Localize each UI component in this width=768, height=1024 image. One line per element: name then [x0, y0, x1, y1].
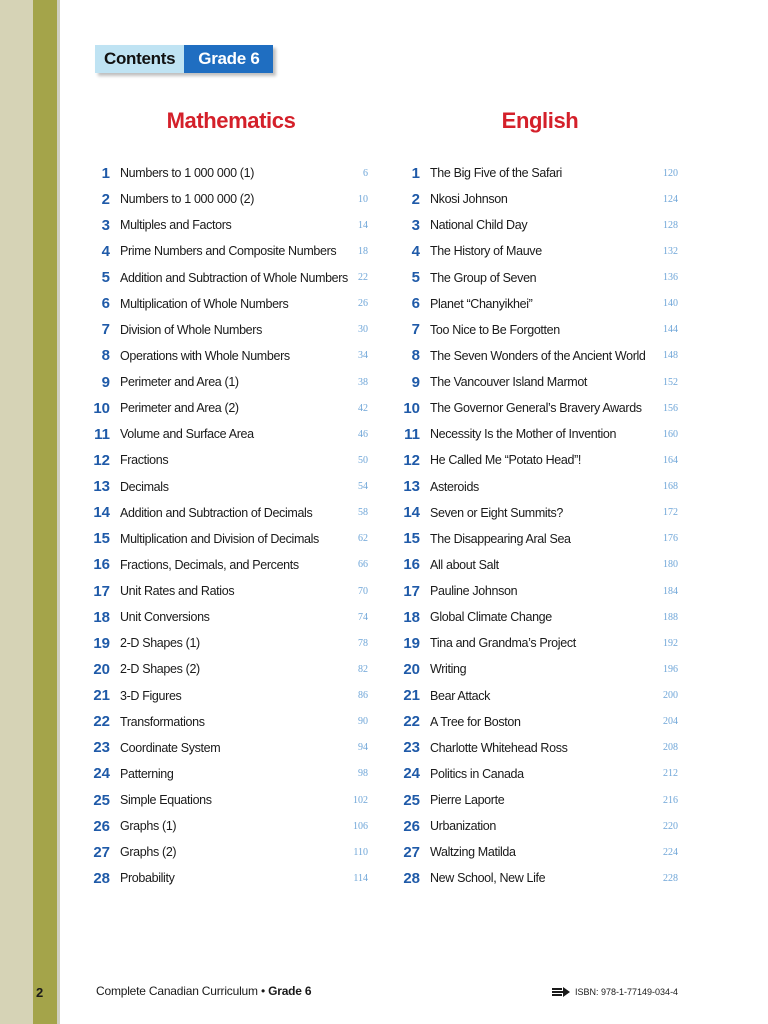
- item-title: Planet “Chanyikhei”: [430, 296, 533, 311]
- math-unit-item: [86, 186, 376, 212]
- english-unit-item: [396, 265, 686, 291]
- item-page-number: 144: [663, 324, 678, 336]
- item-page-number: 66: [358, 559, 368, 571]
- math-unit-item: [86, 839, 376, 865]
- english-unit-item: [396, 291, 686, 317]
- item-page-number: 50: [358, 454, 368, 466]
- item-title: Bear Attack: [430, 688, 491, 703]
- english-unit-item: [396, 369, 686, 395]
- item-number: 19: [403, 634, 420, 652]
- english-unit-item: [396, 761, 686, 787]
- item-number: 27: [93, 843, 110, 861]
- item-number: 6: [101, 295, 110, 313]
- item-page-number: 106: [353, 820, 368, 832]
- item-title: The Governor General’s Bravery Awards: [430, 401, 642, 416]
- item-number: 24: [403, 765, 420, 783]
- english-unit-item: [396, 656, 686, 682]
- item-title: Necessity Is the Mother of Invention: [430, 427, 617, 442]
- item-number: 13: [93, 478, 110, 496]
- item-page-number: 38: [358, 376, 368, 388]
- item-title: Seven or Eight Summits?: [430, 505, 563, 520]
- item-page-number: 188: [663, 611, 678, 623]
- contents-label: Contents: [95, 45, 184, 73]
- item-page-number: 30: [358, 324, 368, 336]
- footer-separator: •: [257, 984, 269, 998]
- english-unit-item: [396, 526, 686, 552]
- english-unit-item: [396, 683, 686, 709]
- math-unit-item: [86, 291, 376, 317]
- item-number: 25: [403, 791, 420, 809]
- item-number: 3: [411, 216, 420, 234]
- math-unit-item: [86, 761, 376, 787]
- item-title: All about Salt: [430, 557, 499, 572]
- item-page-number: 228: [663, 872, 678, 884]
- item-title: Waltzing Matilda: [430, 845, 516, 860]
- item-title: Transformations: [120, 714, 205, 729]
- english-unit-item: [396, 552, 686, 578]
- english-unit-item: [396, 317, 686, 343]
- english-unit-item: [396, 160, 686, 186]
- item-page-number: 132: [663, 245, 678, 257]
- item-page-number: 110: [353, 846, 368, 858]
- math-unit-item: [86, 474, 376, 500]
- math-unit-item: [86, 265, 376, 291]
- grade-label: Grade 6: [184, 45, 273, 73]
- item-page-number: 58: [358, 507, 368, 519]
- item-title: Perimeter and Area (1): [120, 375, 239, 390]
- item-title: Simple Equations: [120, 793, 212, 808]
- item-page-number: 168: [663, 481, 678, 493]
- item-page-number: 62: [358, 533, 368, 545]
- item-number: 17: [403, 582, 420, 600]
- item-title: Probability: [120, 871, 175, 886]
- english-unit-item: [396, 787, 686, 813]
- item-number: 8: [411, 347, 420, 365]
- item-number: 27: [403, 843, 420, 861]
- item-page-number: 90: [358, 716, 368, 728]
- item-page-number: 94: [358, 742, 368, 754]
- item-number: 21: [403, 687, 420, 705]
- item-number: 10: [403, 399, 420, 417]
- item-number: 12: [403, 451, 420, 469]
- english-unit-item: [396, 238, 686, 264]
- math-unit-item: [86, 447, 376, 473]
- item-title: 3-D Figures: [120, 688, 182, 703]
- item-page-number: 140: [663, 298, 678, 310]
- item-title: Multiples and Factors: [120, 218, 232, 233]
- item-number: 8: [101, 347, 110, 365]
- item-number: 23: [93, 739, 110, 757]
- item-page-number: 204: [663, 716, 678, 728]
- item-title: Division of Whole Numbers: [120, 322, 262, 337]
- item-number: 1: [411, 164, 420, 182]
- item-title: Tina and Grandma’s Project: [430, 636, 576, 651]
- item-title: Multiplication and Division of Decimals: [120, 531, 319, 546]
- item-number: 18: [93, 608, 110, 626]
- item-page-number: 208: [663, 742, 678, 754]
- item-title: New School, New Life: [430, 871, 546, 886]
- math-unit-item: [86, 500, 376, 526]
- item-title: 2-D Shapes (2): [120, 662, 200, 677]
- item-title: Addition and Subtraction of Decimals: [120, 505, 313, 520]
- item-number: 6: [411, 295, 420, 313]
- math-unit-item: [86, 212, 376, 238]
- item-number: 16: [93, 556, 110, 574]
- item-title: Graphs (1): [120, 819, 177, 834]
- item-number: 22: [403, 713, 420, 731]
- english-unit-item: [396, 865, 686, 891]
- page-margin-edge: [57, 0, 60, 1024]
- math-unit-item: [86, 343, 376, 369]
- item-number: 20: [93, 660, 110, 678]
- item-number: 4: [101, 242, 110, 260]
- item-page-number: 148: [663, 350, 678, 362]
- item-number: 22: [93, 713, 110, 731]
- math-unit-item: [86, 656, 376, 682]
- math-unit-item: [86, 865, 376, 891]
- english-unit-item: [396, 186, 686, 212]
- item-number: 23: [403, 739, 420, 757]
- item-title: Decimals: [120, 479, 169, 494]
- english-unit-item: [396, 813, 686, 839]
- math-unit-item: [86, 160, 376, 186]
- item-page-number: 180: [663, 559, 678, 571]
- item-page-number: 86: [358, 690, 368, 702]
- item-title: Addition and Subtraction of Whole Numbers: [120, 270, 348, 285]
- item-title: He Called Me “Potato Head”!: [430, 453, 582, 468]
- item-page-number: 54: [358, 481, 368, 493]
- english-unit-item: [396, 630, 686, 656]
- item-page-number: 98: [358, 768, 368, 780]
- item-title: Pauline Johnson: [430, 584, 518, 599]
- arrow-logo-icon: [552, 987, 570, 997]
- item-page-number: 172: [663, 507, 678, 519]
- item-number: 17: [93, 582, 110, 600]
- item-title: Urbanization: [430, 819, 496, 834]
- item-page-number: 18: [358, 245, 368, 257]
- item-number: 4: [411, 242, 420, 260]
- english-unit-item: [396, 578, 686, 604]
- item-title: Operations with Whole Numbers: [120, 348, 290, 363]
- footer-isbn: [552, 987, 678, 997]
- item-number: 9: [101, 373, 110, 391]
- item-number: 9: [411, 373, 420, 391]
- item-number: 10: [93, 399, 110, 417]
- english-heading: English: [501, 108, 579, 133]
- item-title: Fractions: [120, 453, 169, 468]
- english-unit-item: [396, 709, 686, 735]
- item-page-number: 14: [358, 219, 368, 231]
- item-page-number: 124: [663, 193, 678, 205]
- item-page-number: 192: [663, 637, 678, 649]
- item-number: 7: [411, 321, 420, 339]
- english-unit-item: [396, 735, 686, 761]
- item-page-number: 216: [663, 794, 678, 806]
- item-page-number: 82: [358, 663, 368, 675]
- item-page-number: 26: [358, 298, 368, 310]
- item-title: Writing: [430, 662, 467, 677]
- english-contents-list: [396, 160, 686, 892]
- item-title: Prime Numbers and Composite Numbers: [120, 244, 337, 259]
- page-margin-strip: [0, 0, 33, 1024]
- item-number: 28: [93, 869, 110, 887]
- footer-book-name: Complete Canadian Curriculum: [96, 984, 258, 998]
- math-unit-item: [86, 630, 376, 656]
- item-title: Coordinate System: [120, 740, 221, 755]
- item-page-number: 46: [358, 428, 368, 440]
- page-number: 2: [36, 985, 44, 1000]
- item-page-number: 6: [363, 167, 368, 179]
- item-number: 14: [93, 504, 110, 522]
- item-page-number: 78: [358, 637, 368, 649]
- item-number: 19: [93, 634, 110, 652]
- item-number: 12: [93, 451, 110, 469]
- item-number: 1: [101, 164, 110, 182]
- item-title: Multiplication of Whole Numbers: [120, 296, 289, 311]
- math-unit-item: [86, 604, 376, 630]
- item-number: 15: [93, 530, 110, 548]
- item-title: Numbers to 1 000 000 (1): [120, 166, 255, 181]
- item-page-number: 136: [663, 272, 678, 284]
- item-number: 11: [94, 425, 110, 443]
- item-number: 24: [93, 765, 110, 783]
- item-number: 28: [403, 869, 420, 887]
- item-number: 13: [403, 478, 420, 496]
- item-number: 14: [403, 504, 420, 522]
- item-title: The Vancouver Island Marmot: [430, 375, 588, 390]
- item-number: 3: [101, 216, 110, 234]
- item-page-number: 176: [663, 533, 678, 545]
- math-unit-item: [86, 238, 376, 264]
- item-title: The Seven Wonders of the Ancient World: [430, 348, 646, 363]
- item-title: Too Nice to Be Forgotten: [430, 322, 560, 337]
- item-title: Unit Rates and Ratios: [120, 584, 235, 599]
- item-page-number: 220: [663, 820, 678, 832]
- item-title: National Child Day: [430, 218, 528, 233]
- item-number: 2: [101, 190, 110, 208]
- english-unit-item: [396, 421, 686, 447]
- item-title: Unit Conversions: [120, 610, 210, 625]
- item-title: 2-D Shapes (1): [120, 636, 200, 651]
- item-page-number: 34: [358, 350, 368, 362]
- item-page-number: 120: [663, 167, 678, 179]
- english-unit-item: [396, 474, 686, 500]
- math-unit-item: [86, 813, 376, 839]
- math-unit-item: [86, 369, 376, 395]
- item-number: 26: [93, 817, 110, 835]
- item-title: Numbers to 1 000 000 (2): [120, 192, 255, 207]
- item-title: Global Climate Change: [430, 610, 552, 625]
- item-page-number: 160: [663, 428, 678, 440]
- item-title: Asteroids: [430, 479, 479, 494]
- item-title: Fractions, Decimals, and Percents: [120, 557, 299, 572]
- item-number: 26: [403, 817, 420, 835]
- item-page-number: 128: [663, 219, 678, 231]
- item-title: The History of Mauve: [430, 244, 542, 259]
- item-number: 7: [101, 321, 110, 339]
- item-page-number: 184: [663, 585, 678, 597]
- math-unit-item: [86, 395, 376, 421]
- math-unit-item: [86, 735, 376, 761]
- item-number: 21: [93, 687, 110, 705]
- math-unit-item: [86, 526, 376, 552]
- footer-book-title: [96, 984, 311, 998]
- item-title: Politics in Canada: [430, 766, 524, 781]
- item-number: 15: [403, 530, 420, 548]
- page-margin-stripe: [33, 0, 57, 1024]
- item-title: Perimeter and Area (2): [120, 401, 239, 416]
- item-page-number: 114: [353, 872, 368, 884]
- math-unit-item: [86, 787, 376, 813]
- item-number: 2: [411, 190, 420, 208]
- item-page-number: 196: [663, 663, 678, 675]
- item-page-number: 152: [663, 376, 678, 388]
- item-number: 20: [403, 660, 420, 678]
- item-page-number: 22: [358, 272, 368, 284]
- math-unit-item: [86, 578, 376, 604]
- contents-header: [95, 45, 273, 73]
- item-number: 5: [411, 269, 420, 287]
- item-page-number: 224: [663, 846, 678, 858]
- item-title: The Big Five of the Safari: [430, 166, 562, 181]
- footer-grade: Grade 6: [268, 984, 312, 998]
- isbn-text: ISBN: 978-1-77149-034-4: [575, 987, 679, 997]
- math-unit-item: [86, 709, 376, 735]
- math-unit-item: [86, 317, 376, 343]
- item-title: Pierre Laporte: [430, 793, 505, 808]
- item-number: 5: [101, 269, 110, 287]
- item-page-number: 70: [358, 585, 368, 597]
- english-unit-item: [396, 395, 686, 421]
- math-unit-item: [86, 683, 376, 709]
- item-title: Volume and Surface Area: [120, 427, 254, 442]
- item-title: Nkosi Johnson: [430, 192, 508, 207]
- english-unit-item: [396, 604, 686, 630]
- item-page-number: 74: [358, 611, 368, 623]
- item-number: 16: [403, 556, 420, 574]
- item-page-number: 42: [358, 402, 368, 414]
- english-unit-item: [396, 500, 686, 526]
- math-unit-item: [86, 552, 376, 578]
- item-title: A Tree for Boston: [430, 714, 521, 729]
- english-unit-item: [396, 343, 686, 369]
- item-page-number: 200: [663, 690, 678, 702]
- item-title: The Disappearing Aral Sea: [430, 531, 571, 546]
- item-page-number: 156: [663, 402, 678, 414]
- item-number: 18: [403, 608, 420, 626]
- item-title: Graphs (2): [120, 845, 177, 860]
- mathematics-heading: Mathematics: [166, 108, 296, 133]
- item-title: The Group of Seven: [430, 270, 537, 285]
- mathematics-contents-list: [86, 160, 376, 892]
- english-unit-item: [396, 839, 686, 865]
- math-unit-item: [86, 421, 376, 447]
- english-unit-item: [396, 212, 686, 238]
- english-unit-item: [396, 447, 686, 473]
- item-page-number: 102: [353, 794, 368, 806]
- item-page-number: 164: [663, 454, 678, 466]
- item-number: 11: [404, 425, 420, 443]
- item-page-number: 212: [663, 768, 678, 780]
- item-number: 25: [93, 791, 110, 809]
- item-page-number: 10: [358, 193, 368, 205]
- item-title: Charlotte Whitehead Ross: [430, 740, 568, 755]
- item-title: Patterning: [120, 766, 174, 781]
